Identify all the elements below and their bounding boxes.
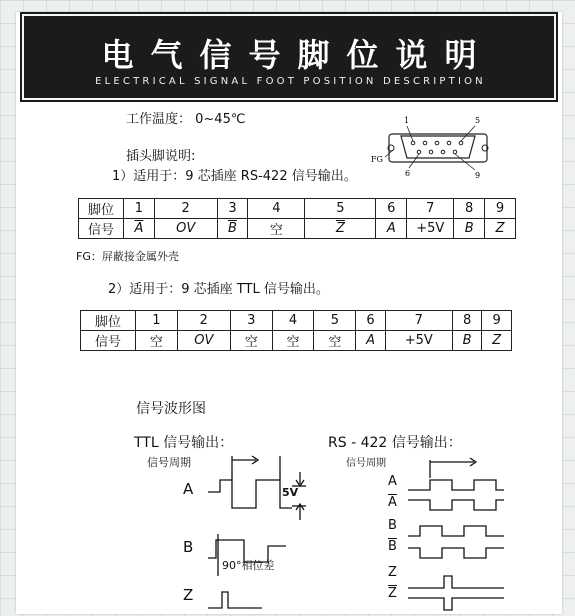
ttl-amplitude-label: 5V bbox=[282, 486, 299, 499]
pin-cell: 7 bbox=[385, 311, 452, 331]
pin-cell: 9 bbox=[482, 311, 512, 331]
rs422-label-a-inverted: $\overline{A}$ bbox=[388, 495, 397, 510]
connector-fg-label: FG bbox=[371, 155, 383, 164]
row-header-pin: 脚位 bbox=[81, 311, 136, 331]
pin-cell: 2 bbox=[154, 199, 217, 219]
rs422-pin-table bbox=[78, 198, 516, 239]
section1-title: 1）适用于：9 芯插座 RS-422 信号输出。 bbox=[112, 169, 357, 184]
signal-cell: Z bbox=[482, 331, 512, 351]
pin-cell: 5 bbox=[305, 199, 376, 219]
ttl-waveform bbox=[196, 450, 306, 610]
connector-pin1-label: 1 bbox=[404, 116, 410, 125]
section2-title: 2）适用于：9 芯插座 TTL 信号输出。 bbox=[108, 282, 329, 297]
pin-description-heading: 插头脚说明: bbox=[126, 149, 196, 164]
pin-cell: 4 bbox=[248, 199, 305, 219]
rs422-label-b-inverted: $\overline{B}$ bbox=[388, 539, 397, 554]
pin-cell: 4 bbox=[272, 311, 314, 331]
table-row bbox=[81, 331, 512, 351]
table-row bbox=[79, 219, 516, 239]
row-header-signal: 信号 bbox=[81, 331, 136, 351]
rs422-waveform bbox=[400, 452, 510, 612]
row-header-pin: 脚位 bbox=[79, 199, 124, 219]
pin-cell: 8 bbox=[454, 199, 485, 219]
pin-cell: 5 bbox=[314, 311, 356, 331]
operating-temperature: 工作温度： 0~45℃ bbox=[126, 112, 246, 127]
signal-cell: OV bbox=[154, 219, 217, 239]
table-row bbox=[79, 199, 516, 219]
ttl-pin-table bbox=[80, 310, 512, 351]
pin-cell: 6 bbox=[356, 311, 386, 331]
pin-cell: 6 bbox=[376, 199, 407, 219]
pin-cell: 8 bbox=[452, 311, 482, 331]
rs422-output-title: RS - 422 信号输出： bbox=[328, 435, 462, 451]
signal-cell: $\overline{Z}$ bbox=[305, 219, 376, 239]
signal-cell: $\overline{B}$ bbox=[217, 219, 248, 239]
banner-title: 电气信号脚位说明 bbox=[101, 36, 494, 74]
pin-cell: 3 bbox=[217, 199, 248, 219]
pin-cell: 7 bbox=[407, 199, 454, 219]
ttl-label-z: Z bbox=[183, 586, 194, 604]
signal-cell: 空 bbox=[314, 331, 356, 351]
rs422-period-label: 信号周期 bbox=[346, 458, 386, 469]
waveform-heading: 信号波形图 bbox=[136, 401, 206, 417]
row-header-signal: 信号 bbox=[79, 219, 124, 239]
sheet bbox=[16, 12, 562, 614]
connector-pin9-label: 9 bbox=[475, 171, 481, 180]
rs422-label-b: B bbox=[388, 518, 397, 533]
signal-cell: B bbox=[454, 219, 485, 239]
signal-cell: B bbox=[452, 331, 482, 351]
signal-cell: +5V bbox=[407, 219, 454, 239]
signal-cell: 空 bbox=[272, 331, 314, 351]
rs422-label-z-inverted: $\overline{Z}$ bbox=[388, 586, 397, 601]
signal-cell: OV bbox=[177, 331, 230, 351]
pin-cell: 9 bbox=[485, 199, 516, 219]
ttl-period-label: 信号周期 bbox=[147, 456, 191, 469]
signal-cell: 空 bbox=[230, 331, 272, 351]
signal-cell: Z bbox=[485, 219, 516, 239]
banner-subtitle: ELECTRICAL SIGNAL FOOT POSITION DESCRIPTION bbox=[95, 76, 486, 87]
pin-cell: 3 bbox=[230, 311, 272, 331]
signal-cell: $\overline{A}$ bbox=[124, 219, 155, 239]
pin-cell: 1 bbox=[124, 199, 155, 219]
signal-cell: +5V bbox=[385, 331, 452, 351]
header-banner bbox=[22, 14, 556, 100]
signal-cell: 空 bbox=[248, 219, 305, 239]
connector-pin5-label: 5 bbox=[475, 116, 481, 125]
table-row bbox=[81, 311, 512, 331]
signal-cell: 空 bbox=[136, 331, 178, 351]
ttl-label-b: B bbox=[183, 538, 194, 556]
pin-cell: 2 bbox=[177, 311, 230, 331]
signal-cell: A bbox=[356, 331, 386, 351]
signal-cell: A bbox=[376, 219, 407, 239]
pin-cell: 1 bbox=[136, 311, 178, 331]
connector-pin6-label: 6 bbox=[405, 169, 411, 178]
db9-connector-diagram bbox=[371, 112, 491, 182]
ttl-output-title: TTL 信号输出： bbox=[134, 435, 234, 451]
ttl-label-a: A bbox=[183, 480, 194, 498]
rs422-label-a: A bbox=[388, 474, 397, 489]
rs422-label-z: Z bbox=[388, 565, 397, 580]
shield-note: FG：屏蔽接金属外壳 bbox=[76, 250, 179, 263]
ttl-phase-label: 90°相位差 bbox=[222, 559, 275, 572]
